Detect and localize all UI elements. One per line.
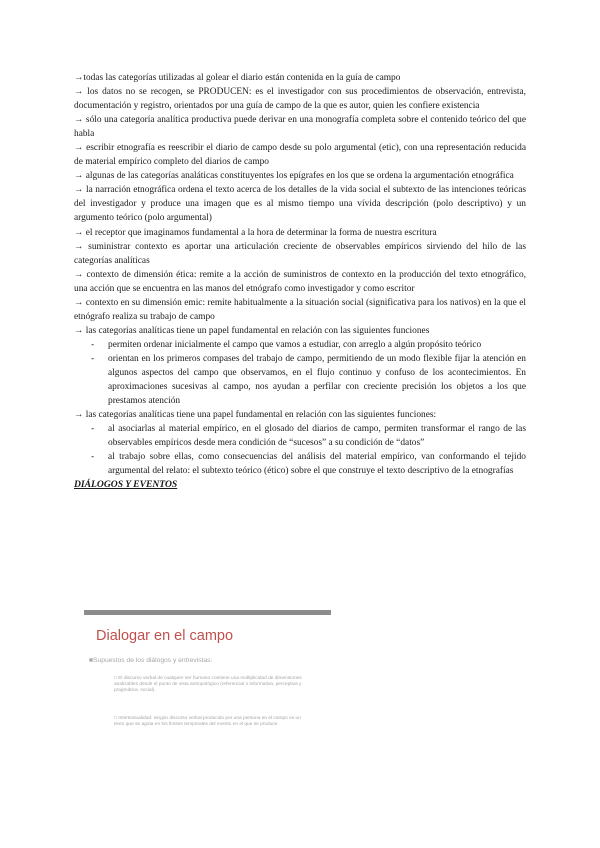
list-item xyxy=(74,422,526,450)
slide-subtitle: ■Supuestos de los diálogos y entrevistas: xyxy=(89,657,213,664)
paragraph: → suministrar contexto es aportar una articulación creciente de observables empíricos sirviendo del hilo de las categorías analíticas xyxy=(74,241,526,266)
list-item xyxy=(74,338,526,352)
paragraph: → algunas de las categorías analáticas constituyentes los epígrafes en los que se ordena la argumentación etnográfica xyxy=(74,171,514,182)
list-marker: - xyxy=(91,424,95,435)
paragraph: → las categorías analíticas tiene una papel fundamental en relación con las siguientes funciones: xyxy=(74,410,437,421)
slide-bullet: □ Intertextualidad: ningún discurso verbal producido por una persona en el campo es un texto que se agota en los límites temporales del evento en el que se produce xyxy=(114,716,301,728)
paragraph: → contexto en su dimensión emic: remite habitualmente a la situación social (significativa para los nativos) en la que el etnógrafo realiza su trabajo de campo xyxy=(74,297,526,322)
list-item xyxy=(74,450,526,478)
paragraph: → la narración etnográfica ordena el texto acerca de los detalles de la vida social el subtexto de las intenciones teóricas del investigador y produce una imagen que es al mismo tiempo una vívida descripción (polo descriptivo) y un argumento teórico (polo argumental) xyxy=(74,185,526,224)
list-marker: - xyxy=(91,452,95,463)
list-item-text: al asociarlas al material empírico, en el glosado del diarios de campo, permiten transformar el rango de las observables empíricos desde mera condición de “sucesos” a su condición de “datos” xyxy=(108,424,526,449)
document-body xyxy=(74,71,526,492)
list-marker: - xyxy=(91,353,95,364)
list-item-text: orientan en los primeros compases del trabajo de campo, permitiendo de un modo flexible fijar la atención en algunos aspectos del campo que observamos, en el flujo continuo y confuso de los acontecimientos. En aproximaciones sucesivas al campo, nos ayudan a perfilar con creciente precisión los objetos a los que prestamos atención xyxy=(108,353,526,407)
paragraph: → el receptor que imaginamos fundamental a la hora de determinar la forma de nuestra escritura xyxy=(74,227,437,238)
paragraph: → escribir etnografía es reescribir el diario de campo desde su polo argumental (etic), con una representación reducida de material empírico completo del diarios de campo xyxy=(74,143,526,168)
list-item xyxy=(74,352,526,408)
slide-top-bar xyxy=(84,610,331,615)
slide-title: Dialogar en el campo xyxy=(96,628,234,644)
list-marker: - xyxy=(91,339,95,350)
slide-image xyxy=(84,610,331,750)
paragraph: → contexto de dimensión ética: remite a la acción de suministros de contexto en la producción del texto etnográfico, una acción que se encuentra en las manos del etnógrafo como investigador y como escritor xyxy=(74,269,526,294)
slide-bullet: □ El discurso verbal de cualquier ser humano contiene una multiplicidad de dimensiones analizables desde el punto de vista antropológico (referencial o informativa, perceptiva y pragmática, social). xyxy=(114,676,302,694)
paragraph: → los datos no se recogen, se PRODUCEN: es el investigador con sus procedimientos de observación, entrevista, documentación y registro, orientados por una guía de campo de la que es autor, quien les confiere existencia xyxy=(74,87,526,112)
list-item-text: permiten ordenar inicialmente el campo que vamos a estudiar, con arreglo a algún propósito teórico xyxy=(108,339,482,350)
list-item-text: al trabajo sobre ellas, como consecuencias del análisis del material empírico, van conformando el tejido argumental del relato: el subtexto teórico (ético) sobre el que construye el texto descriptivo de la etnografías xyxy=(108,452,526,477)
paragraph: →todas las categorías utilizadas al golear el diario están contenida en la guía de campo xyxy=(74,73,401,83)
paragraph: → sólo una categoría analítica productiva puede derivar en una monografía completa sobre el contenido teórico del que habla xyxy=(74,115,526,140)
paragraph: → las categorías analíticas tiene un papel fundamental en relación con las siguientes funciones xyxy=(74,325,430,336)
section-heading: DIÁLOGOS Y EVENTOS xyxy=(74,479,178,491)
